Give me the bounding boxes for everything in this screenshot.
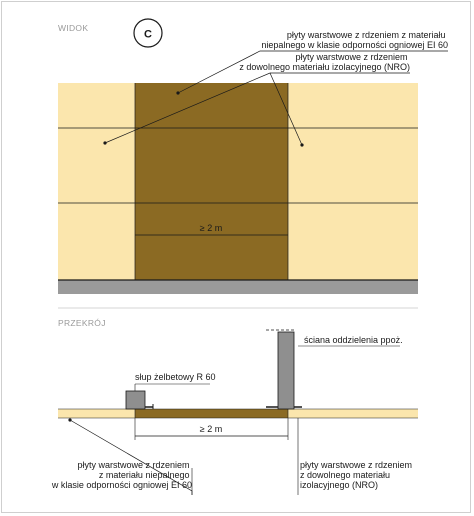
leader-dot-nro-right (300, 143, 303, 146)
section-label-nro-line2: z dowolnego materiału (300, 470, 391, 480)
view-label-nro-line1: płyty warstwowe z rdzeniem (295, 52, 408, 62)
leader-dot-ei60 (176, 91, 179, 94)
section-label-nro (300, 460, 415, 490)
wall-label: ściana oddzielenia ppoż. (304, 335, 403, 345)
concrete-column (126, 391, 145, 409)
section-title: PRZEKRÓJ (58, 318, 106, 328)
leader-dot-nro-left (103, 141, 106, 144)
section-label-ei60-line3: w klasie odporności ogniowej EI 60 (51, 480, 192, 490)
badge-c (134, 19, 162, 47)
leader-dot-section-ei60 (68, 418, 71, 421)
view-label-ei60-line1: płyty warstwowe z rdzeniem z materiału (286, 30, 446, 40)
view-dimension-label: ≥ 2 m (199, 223, 223, 233)
fire-wall (278, 332, 294, 409)
section-label-nro-line3: izolacyjnego (NRO) (300, 480, 379, 490)
section-dimension (135, 418, 288, 440)
view-label-ei60-line2: niepalnego w klasie odporności ogniowej EI 60 (261, 40, 448, 50)
ei60-panel-zone (135, 83, 288, 280)
section-label-ei60-line2: z materiału niepalnego (98, 470, 190, 480)
section-label-ei60-line1: płyty warstwowe z rdzeniem (77, 460, 190, 470)
section-dimension-label: ≥ 2 m (199, 424, 223, 434)
view-label-nro-line2: z dowolnego materiału izolacyjnego (NRO) (239, 62, 410, 72)
badge-letter: C (144, 28, 152, 41)
section-label-nro-line1: płyty warstwowe z rdzeniem (300, 460, 413, 470)
section-label-ei60 (51, 460, 192, 490)
view-label-ei60 (261, 30, 448, 50)
ground-slab (58, 280, 418, 294)
view-label-nro (239, 52, 410, 72)
section-ei60-strip (135, 409, 288, 418)
facade-elevation (58, 83, 418, 294)
column-label: słup żelbetowy R 60 (135, 372, 216, 382)
view-section-title: WIDOK (58, 23, 89, 33)
